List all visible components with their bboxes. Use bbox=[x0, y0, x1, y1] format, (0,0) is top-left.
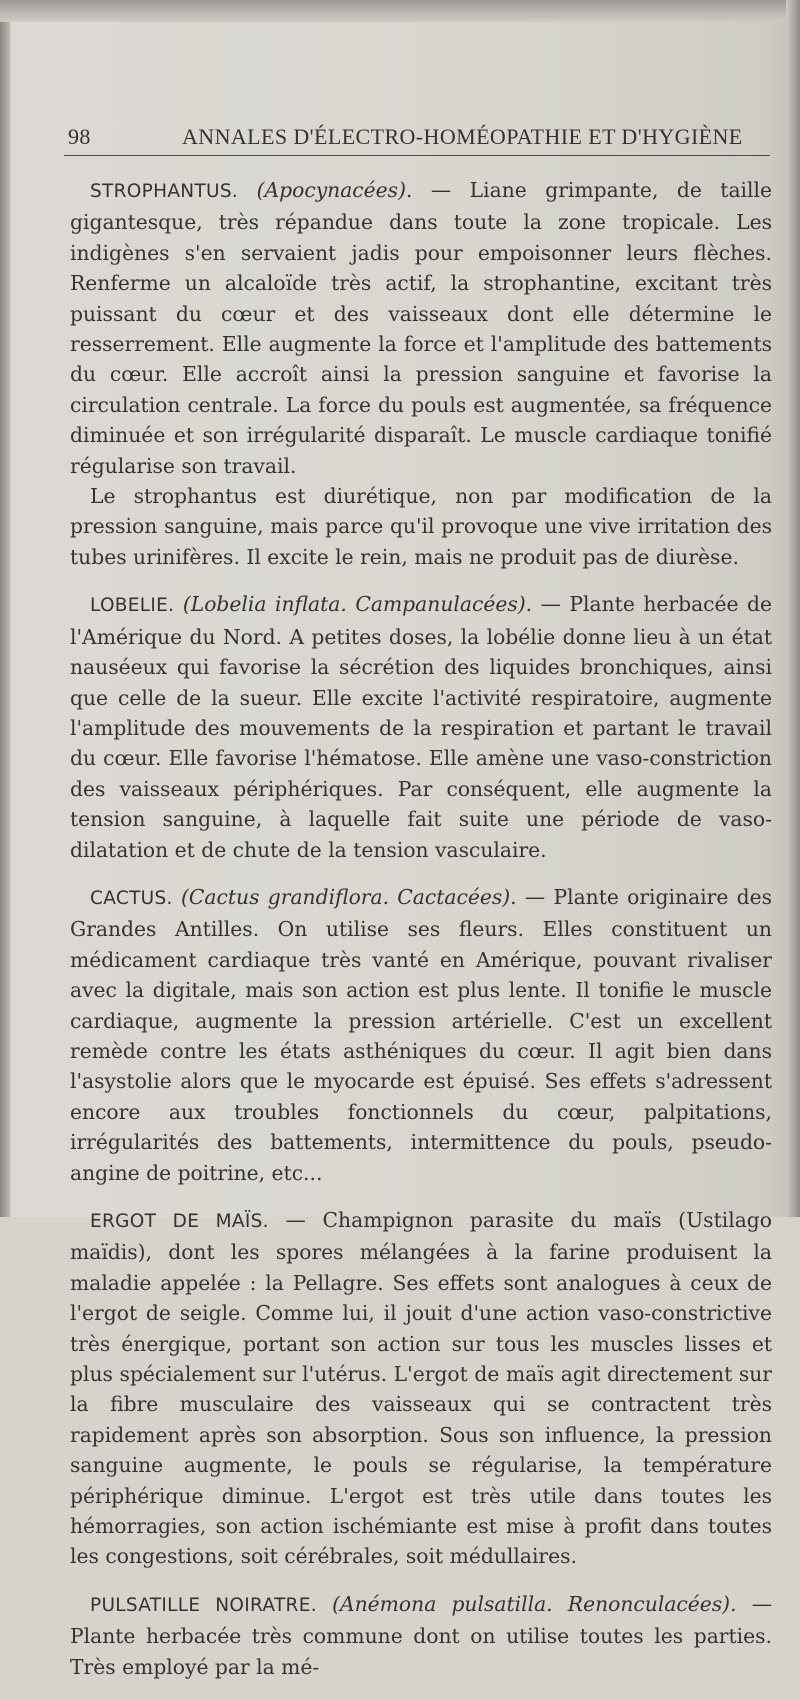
entry-name: CACTUS. bbox=[90, 887, 173, 909]
entry-latin-name: (Lobelia inflata. Campanulacées). bbox=[182, 592, 533, 617]
entry-name: STROPHANTUS. bbox=[90, 181, 239, 202]
entry-latin-name: (Apocynacées). bbox=[256, 178, 413, 202]
entry-lobelie bbox=[70, 589, 772, 865]
entry-paragraph bbox=[70, 589, 772, 865]
entry-paragraph bbox=[70, 175, 772, 481]
entry-paragraph bbox=[70, 1205, 772, 1572]
entry-ergot-de-mais bbox=[70, 1205, 772, 1572]
entry-text: — Liane grimpante, de taille gigantesque, très répandue dans toute la zone tropicale. Les indigènes s'en servaient jadis pour empoisonner leurs flèches. Renferme un alcaloïde très actif, la strophantine, excitant très puissant du cœur et des vaisseaux dont elle détermine le resserrement. Elle augmente la force et l'amplitude des battements du cœur. Elle accroît ainsi la pression sanguine et favorise la circulation centrale. La force du pouls est augmentée, sa fréquence diminuée et son irrégularité disparaît. Le muscle cardiaque tonifié régularise son travail. bbox=[70, 178, 773, 478]
entry-name: PULSATILLE NOIRATRE. bbox=[90, 1594, 317, 1616]
entry-name: ERGOT DE MAÏS. bbox=[90, 1211, 269, 1232]
entry-cactus bbox=[70, 882, 772, 1188]
entry-text: — Plante originaire des Grandes Antilles. On utilise ses fleurs. Elles constituent un médicament cardiaque très vanté en Amérique, pouvant rivaliser avec la digitale, mais son action est plus lente. Il tonifie le muscle cardiaque, augmente la pression artérielle. C'est un excellent remède contre les états asthéniques du cœur. Il agit bien dans l'asystolie alors que le myocarde est épuisé. Ses effets s'adressent encore aux troubles fonctionnels du cœur, palpitations, irrégularités des battements, intermittence du pouls, pseudo-angine de poitrine, etc... bbox=[70, 884, 772, 1185]
entry-paragraph: Le strophantus est diurétique, non par modification de la pression sanguine, mais parce qu'il provoque une vive irritation des tubes urinifères. Il excite le rein, mais ne produit pas de diurèse. bbox=[70, 484, 772, 569]
header-rule bbox=[64, 155, 770, 156]
entry-pulsatille bbox=[70, 1589, 772, 1682]
page-edge-left bbox=[0, 0, 10, 1217]
entry-paragraph bbox=[70, 1589, 772, 1682]
running-header bbox=[68, 118, 758, 152]
entry-text: — Plante herbacée très commune dont on utilise toutes les parties. Très employé par la mé- bbox=[70, 1591, 772, 1679]
entry-strophantus bbox=[70, 175, 772, 572]
entry-latin-name: (Anémona pulsatilla. Renonculacées). bbox=[332, 1591, 737, 1616]
entry-paragraph bbox=[70, 882, 772, 1188]
entry-name: LOBELIE. bbox=[90, 595, 175, 617]
page-edge-right bbox=[786, 0, 800, 1217]
page-number: 98 bbox=[68, 124, 91, 149]
body-text bbox=[70, 175, 772, 1699]
entry-text: — Champignon parasite du maïs (Ustilago maïdis), dont les spores mélangées à la farine produisent la maladie appelée : la Pellagre. Ses effets sont analogues à ceux de l'ergot de seigle. Comme lui, il jouit d'une action vaso-constrictive très énergique, portant son action sur tous les muscles lisses et plus spécialement sur l'utérus. L'ergot de maïs agit directement sur la fibre musculaire des vaisseaux qui se contractent très rapidement après son absorption. Sous son influence, la pression sanguine augmente, le pouls se régularise, la température périphérique diminue. L'ergot est très utile dans toutes les hémorragies, son action ischémiante est mise à profit dans toutes les congestions, soit cérébrales, soit médullaires. bbox=[70, 1208, 772, 1569]
entry-text: — Plante herbacée de l'Amérique du Nord. A petites doses, la lobélie donne lieu à un état nauséeux qui favorise la sécrétion des liquides bronchiques, ainsi que celle de la sueur. Elle excite l'activité respiratoire, augmente l'amplitude des mouvements de la respiration et partant le travail du cœur. Elle favorise l'hématose. Elle amène une vaso-constriction des vaisseaux périphériques. Par conséquent, elle augmente la tension sanguine, à laquelle fait suite une période de vaso-dilatation et de chute de la tension vasculaire. bbox=[70, 592, 773, 862]
entry-latin-name: (Cactus grandiflora. Cactacées). bbox=[181, 884, 517, 909]
running-title: ANNALES D'ÉLECTRO-HOMÉOPATHIE ET D'HYGIÈNE bbox=[182, 124, 743, 149]
page-edge-top bbox=[0, 0, 800, 22]
